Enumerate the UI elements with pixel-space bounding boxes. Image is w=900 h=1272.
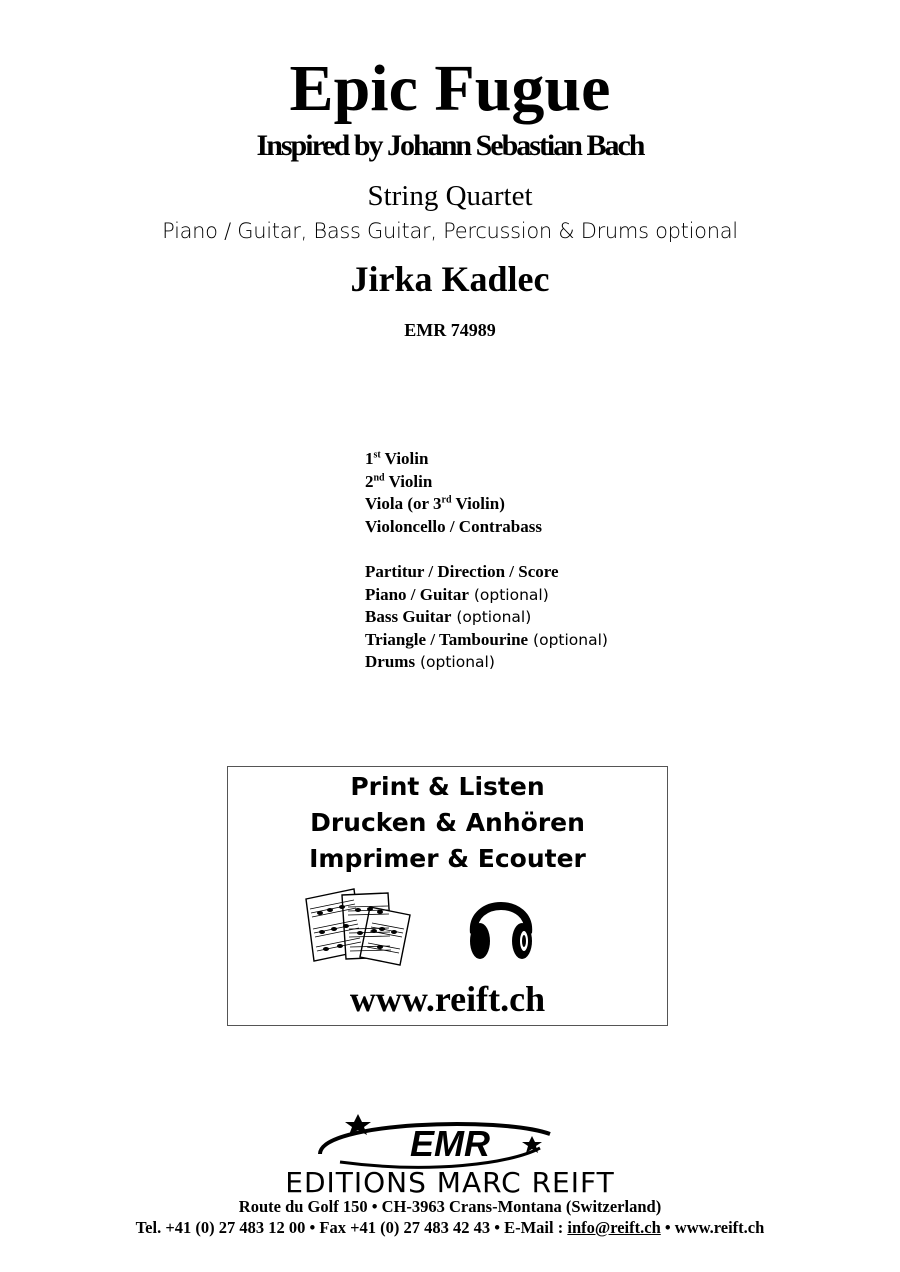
part-note: (optional) — [528, 630, 608, 649]
sheet-music-icon — [300, 885, 412, 967]
page-title: Epic Fugue — [289, 52, 611, 125]
part-note: (optional) — [415, 653, 495, 671]
part-viola — [365, 493, 608, 516]
page-subtitle: Inspired by Johann Sebastian Bach — [256, 129, 644, 162]
part-score: Partitur / Direction / Score — [365, 562, 559, 581]
catalog-number: EMR 74989 — [404, 320, 496, 340]
promo-box — [227, 766, 668, 1026]
part-bass — [365, 606, 608, 629]
part-label: Violin — [380, 449, 429, 468]
promo-url[interactable]: www.reift.ch — [349, 979, 546, 1019]
part-violin-1 — [365, 448, 608, 471]
part-label: Triangle / Tambourine — [365, 629, 529, 649]
publisher-logo — [300, 1112, 600, 1172]
part-cello: Violoncello / Contrabass — [365, 516, 542, 536]
logo-text: EMR — [410, 1123, 490, 1164]
part-label: Viola (or 3 — [365, 494, 442, 513]
part-note: (optional) — [468, 585, 549, 604]
publisher-contact — [0, 1217, 900, 1239]
part-label: Drums — [365, 652, 416, 671]
email-link[interactable]: info@reift.ch — [567, 1218, 661, 1237]
optional-instruments-line: Piano / Guitar, Bass Guitar, Percussion & Drums optional — [162, 219, 738, 243]
part-label: Violin — [384, 471, 433, 491]
publisher-address: Route du Golf 150 • CH-3963 Crans-Montana (Switzerland) — [238, 1197, 662, 1216]
part-violin-2 — [365, 471, 608, 494]
part-label: Piano / Guitar — [365, 584, 469, 604]
ensemble-label: String Quartet — [367, 180, 533, 212]
promo-line-fr: Imprimer & Ecouter — [309, 844, 586, 873]
website-link[interactable]: • www.reift.ch — [660, 1218, 765, 1237]
contact-phone-fax: Tel. +41 (0) 27 483 12 00 • Fax +41 (0) 27 483 42 43 • E-Mail : — [135, 1218, 568, 1237]
part-ordinal: st — [373, 449, 381, 461]
part-label-end: Violin) — [451, 494, 505, 513]
part-piano — [365, 584, 608, 607]
part-triangle — [365, 629, 608, 652]
promo-line-de: Drucken & Anhören — [310, 808, 585, 837]
headphones-icon — [466, 889, 536, 965]
part-label: Bass Guitar — [365, 607, 452, 626]
part-number: 1 — [365, 449, 374, 468]
part-ordinal: nd — [373, 471, 385, 483]
part-ordinal: rd — [441, 494, 452, 506]
publisher-name: EDITIONS MARC REIFT — [285, 1166, 615, 1199]
part-drums — [365, 651, 608, 674]
part-note: (optional) — [451, 608, 532, 626]
promo-line-en: Print & Listen — [350, 772, 545, 801]
parts-list — [365, 448, 608, 674]
composer-name: Jirka Kadlec — [350, 259, 550, 299]
part-number: 2 — [365, 471, 374, 491]
